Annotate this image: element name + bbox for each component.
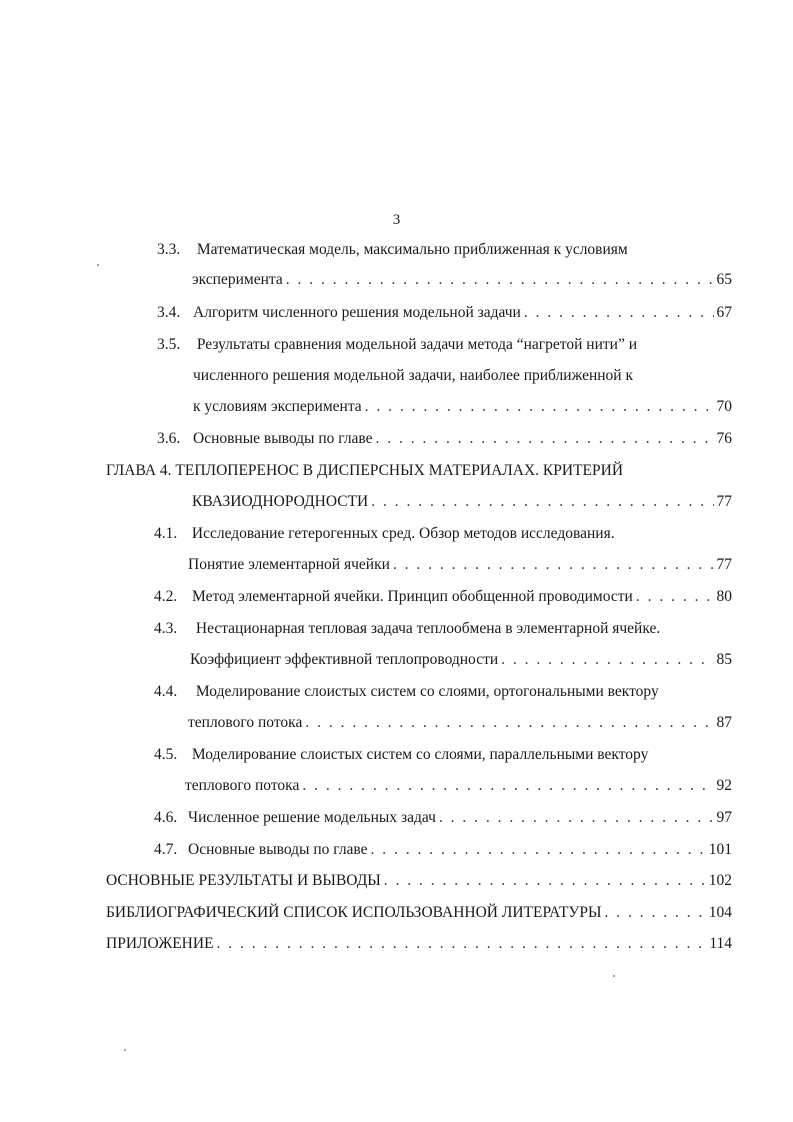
scan-speck bbox=[613, 975, 615, 977]
section-number: 3.5. bbox=[157, 336, 181, 353]
entry-title-cont: к условиям эксперимента bbox=[193, 398, 362, 415]
page-ref: 104 bbox=[708, 904, 732, 921]
toc-entry-4-7 bbox=[154, 841, 732, 861]
scan-speck bbox=[97, 264, 99, 266]
section-number: 3.4. bbox=[157, 304, 181, 321]
section-number: 4.6. bbox=[154, 809, 178, 826]
toc-results bbox=[106, 872, 732, 892]
dot-leader bbox=[439, 809, 714, 827]
toc-entry-3-5-line2: численного решения модельной задачи, наиболее приближенной к bbox=[193, 367, 634, 384]
entry-title-cont: Коэффициент эффективной теплопроводности bbox=[190, 651, 499, 668]
entry-title: Нестационарная тепловая задача теплообмена в элементарной ячейке. bbox=[195, 620, 661, 637]
page-number: 3 bbox=[392, 212, 401, 228]
entry-title: Математическая модель, максимально приближенная к условиям bbox=[196, 241, 628, 258]
section-number: 4.3. bbox=[154, 620, 178, 637]
page-ref: 97 bbox=[716, 809, 732, 826]
dot-leader bbox=[376, 430, 714, 448]
page-ref: 92 bbox=[716, 777, 732, 794]
section-number: 3.6. bbox=[157, 430, 181, 447]
page-ref: 77 bbox=[716, 556, 732, 573]
toc-entry-3-3 bbox=[157, 241, 628, 259]
entry-title: Моделирование слоистых систем со слоями, ортогональными вектору bbox=[195, 683, 659, 700]
toc-entry-4-1-cont bbox=[188, 556, 732, 576]
scan-speck bbox=[124, 1049, 126, 1051]
entry-title: Исследование гетерогенных сред. Обзор методов исследования. bbox=[191, 525, 615, 542]
section-number: 4.5. bbox=[154, 746, 178, 763]
page-ref: 76 bbox=[716, 430, 732, 447]
dot-leader bbox=[605, 904, 706, 922]
toc-chapter-4-cont bbox=[192, 493, 732, 513]
toc-entry-4-4-cont bbox=[188, 714, 732, 734]
section-number: 4.2. bbox=[154, 588, 178, 605]
entry-title-cont: теплового потока bbox=[185, 777, 300, 794]
toc-entry-4-3 bbox=[154, 620, 660, 638]
dot-leader bbox=[305, 714, 713, 732]
toc-bibliography bbox=[106, 904, 732, 924]
dot-leader bbox=[524, 304, 714, 322]
page-ref: 102 bbox=[708, 872, 732, 889]
toc-entry-4-4 bbox=[154, 683, 659, 701]
entry-title: БИБЛИОГРАФИЧЕСКИЙ СПИСОК ИСПОЛЬЗОВАННОЙ ЛИТЕРАТУРЫ bbox=[106, 904, 602, 921]
entry-title: Основные выводы по главе bbox=[193, 430, 373, 447]
entry-title: Основные выводы по главе bbox=[188, 841, 368, 858]
dot-leader bbox=[365, 398, 714, 416]
dot-leader bbox=[286, 271, 714, 289]
toc-entry-3-5 bbox=[157, 336, 637, 354]
page-ref: 87 bbox=[716, 714, 732, 731]
toc-appendix bbox=[106, 935, 732, 955]
toc-entry-4-5-cont bbox=[185, 777, 732, 797]
page-ref: 114 bbox=[709, 935, 732, 952]
page-ref: 77 bbox=[716, 493, 732, 510]
toc-entry-3-4 bbox=[157, 304, 732, 324]
page-ref: 101 bbox=[708, 841, 732, 858]
toc-chapter-4: ГЛАВА 4. ТЕПЛОПЕРЕНОС В ДИСПЕРСНЫХ МАТЕРИАЛАХ. КРИТЕРИЙ bbox=[106, 462, 624, 479]
toc-entry-4-2 bbox=[154, 588, 732, 608]
entry-title: Результаты сравнения модельной задачи метода “нагретой нити” и bbox=[196, 336, 637, 353]
entry-title: Численное решение модельных задач bbox=[188, 809, 436, 826]
entry-title-cont: теплового потока bbox=[188, 714, 303, 731]
entry-title-cont: эксперимента bbox=[192, 271, 283, 288]
entry-title: ОСНОВНЫЕ РЕЗУЛЬТАТЫ И ВЫВОДЫ bbox=[106, 872, 381, 889]
section-number: 4.1. bbox=[154, 525, 178, 542]
dot-leader bbox=[384, 872, 706, 890]
page-ref: 80 bbox=[716, 588, 732, 605]
page-ref: 67 bbox=[716, 304, 732, 321]
page-ref: 85 bbox=[716, 651, 732, 668]
section-number: 4.4. bbox=[154, 683, 178, 700]
toc-entry-4-5 bbox=[154, 746, 648, 764]
dot-leader bbox=[393, 556, 714, 574]
entry-title-cont: Понятие элементарной ячейки bbox=[188, 556, 390, 573]
dot-leader bbox=[371, 841, 706, 859]
dot-leader bbox=[636, 588, 714, 606]
dot-leader bbox=[217, 935, 707, 953]
entry-title: Моделирование слоистых систем со слоями, параллельными вектору bbox=[191, 746, 649, 763]
entry-title-cont: КВАЗИОДНОРОДНОСТИ bbox=[192, 493, 369, 510]
dot-leader bbox=[501, 651, 713, 669]
toc-entry-4-1 bbox=[154, 525, 615, 543]
toc-entry-4-3-cont bbox=[190, 651, 732, 671]
toc-entry-3-5-cont bbox=[193, 398, 732, 418]
section-number: 4.7. bbox=[154, 841, 178, 858]
toc-entry-3-3-cont bbox=[192, 271, 732, 291]
entry-title: Алгоритм численного решения модельной задачи bbox=[193, 304, 521, 321]
dot-leader bbox=[302, 777, 713, 795]
dot-leader bbox=[371, 493, 713, 511]
entry-title: ПРИЛОЖЕНИЕ bbox=[106, 935, 214, 952]
toc-entry-3-6 bbox=[157, 430, 732, 450]
page-ref: 70 bbox=[716, 398, 732, 415]
page-ref: 65 bbox=[716, 271, 732, 288]
entry-title: Метод элементарной ячейки. Принцип обобщенной проводимости bbox=[192, 588, 633, 605]
toc-entry-4-6 bbox=[154, 809, 732, 829]
section-number: 3.3. bbox=[157, 241, 181, 258]
